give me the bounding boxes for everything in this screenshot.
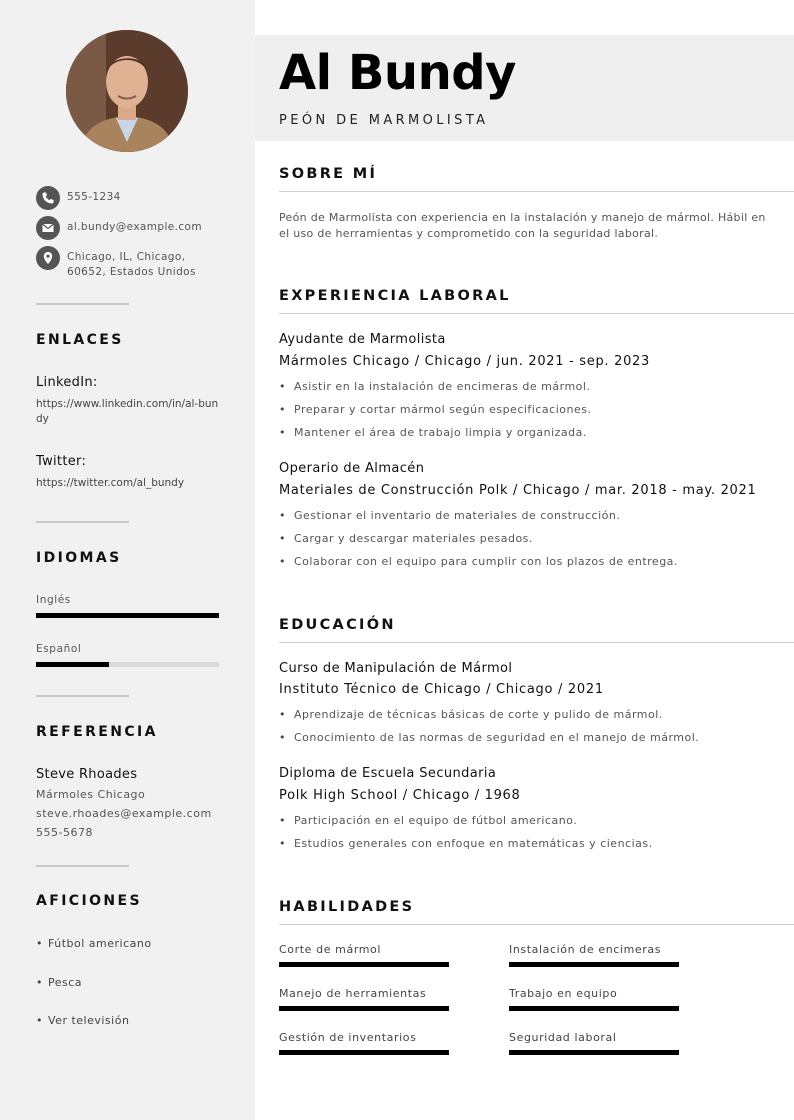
about-text: Peón de Marmolista con experiencia en la instalación y manejo de mármol. Hábil en el uso de herramientas y comprometido con la seguridad laboral. xyxy=(279,211,766,240)
contact-email xyxy=(36,216,217,240)
envelope-icon xyxy=(36,216,60,240)
reference-name: Steve Rhoades xyxy=(36,767,138,782)
divider xyxy=(36,695,129,697)
skill-level-fill xyxy=(509,1050,679,1055)
contact-address xyxy=(36,246,217,280)
bullet-text: Preparar y cortar mármol según especificaciones. xyxy=(294,403,592,416)
job-title: Operario de Almacén xyxy=(279,461,425,476)
experience-heading: EXPERIENCIA LABORAL xyxy=(279,288,511,304)
education-bullet: • Conocimiento de las normas de seguridad en el manejo de mármol. xyxy=(279,731,700,744)
skill-level-bar xyxy=(509,1050,679,1055)
header xyxy=(255,35,794,141)
language-level-fill xyxy=(36,613,219,618)
education-title: Curso de Manipulación de Mármol xyxy=(279,661,513,676)
job-bullet: • Gestionar el inventario de materiales de construcción. xyxy=(279,509,621,522)
email-text: al.bundy@example.com xyxy=(67,221,202,233)
divider xyxy=(36,521,129,523)
main-content xyxy=(255,0,794,1120)
hobby-item: • Pesca xyxy=(36,976,83,989)
job-subtitle: Materiales de Construcción Polk / Chicago / mar. 2018 - may. 2021 xyxy=(279,483,757,498)
skill-label: Manejo de herramientas xyxy=(279,987,427,1000)
bullet-text: Mantener el área de trabajo limpia y organizada. xyxy=(294,426,587,439)
job-bullet: • Colaborar con el equipo para cumplir con los plazos de entrega. xyxy=(279,555,678,568)
language-level-bar xyxy=(36,613,219,618)
education-bullet: • Estudios generales con enfoque en matemáticas y ciencias. xyxy=(279,837,653,850)
bullet-text: Conocimiento de las normas de seguridad en el manejo de mármol. xyxy=(294,731,700,744)
education-title: Diploma de Escuela Secundaria xyxy=(279,766,497,781)
location-pin-icon xyxy=(36,246,60,270)
language-level-bar xyxy=(36,662,219,667)
skill-label: Gestión de inventarios xyxy=(279,1031,417,1044)
phone-icon xyxy=(36,186,60,210)
phone-text: 555-1234 xyxy=(67,191,121,203)
bullet-text: Asistir en la instalación de encimeras de mármol. xyxy=(294,380,591,393)
skill-level-fill xyxy=(509,962,679,967)
job-bullet: • Asistir en la instalación de encimeras de mármol. xyxy=(279,380,591,393)
twitter-label: Twitter: xyxy=(36,454,87,469)
job-bullet: • Mantener el área de trabajo limpia y organizada. xyxy=(279,426,587,439)
divider xyxy=(36,303,129,305)
skill-level-fill xyxy=(509,1006,679,1011)
hobby-label: Fútbol americano xyxy=(48,937,152,950)
skill-label: Seguridad laboral xyxy=(509,1031,617,1044)
section-rule xyxy=(279,313,794,314)
hobby-label: Pesca xyxy=(48,976,83,989)
bullet-text: Aprendizaje de técnicas básicas de corte y pulido de mármol. xyxy=(294,708,663,721)
section-rule xyxy=(279,924,794,925)
skill-level-bar xyxy=(509,962,679,967)
about-heading: SOBRE MÍ xyxy=(279,166,378,182)
job-bullet: • Preparar y cortar mármol según especificaciones. xyxy=(279,403,592,416)
reference-phone: 555-5678 xyxy=(36,826,93,839)
education-bullet: • Participación en el equipo de fútbol americano. xyxy=(279,814,578,827)
linkedin-link[interactable]: https://www.linkedin.com/in/al-bundy xyxy=(36,398,219,425)
bullet-text: Colaborar con el equipo para cumplir con los plazos de entrega. xyxy=(294,555,678,568)
education-subtitle: Polk High School / Chicago / 1968 xyxy=(279,788,521,803)
job-role: PEÓN DE MARMOLISTA xyxy=(279,113,489,128)
skill-level-fill xyxy=(279,962,449,967)
job-subtitle: Mármoles Chicago / Chicago / jun. 2021 - sep. 2023 xyxy=(279,354,650,369)
skill-level-fill xyxy=(279,1006,449,1011)
reference-company: Mármoles Chicago xyxy=(36,788,146,801)
links-heading: ENLACES xyxy=(36,332,124,348)
education-heading: EDUCACIÓN xyxy=(279,617,396,633)
language-label: Inglés xyxy=(36,594,71,606)
contact-phone xyxy=(36,186,217,210)
bullet-text: Estudios generales con enfoque en matemáticas y ciencias. xyxy=(294,837,653,850)
reference-email: steve.rhoades@example.com xyxy=(36,807,212,820)
bullet-text: Gestionar el inventario de materiales de construcción. xyxy=(294,509,621,522)
job-bullet: • Cargar y descargar materiales pesados. xyxy=(279,532,533,545)
hobby-item: • Ver televisión xyxy=(36,1014,130,1027)
person-name: Al Bundy xyxy=(279,45,516,101)
skill-level-bar xyxy=(279,962,449,967)
bullet-text: Participación en el equipo de fútbol americano. xyxy=(294,814,578,827)
education-bullet: • Aprendizaje de técnicas básicas de corte y pulido de mármol. xyxy=(279,708,663,721)
sidebar xyxy=(0,0,255,1120)
language-level-fill xyxy=(36,662,109,667)
linkedin-label: LinkedIn: xyxy=(36,375,98,390)
skill-level-bar xyxy=(279,1006,449,1011)
job-title: Ayudante de Marmolista xyxy=(279,332,446,347)
languages-heading: IDIOMAS xyxy=(36,550,122,566)
hobby-item: • Fútbol americano xyxy=(36,937,152,950)
skill-label: Trabajo en equipo xyxy=(509,987,618,1000)
skill-level-fill xyxy=(279,1050,449,1055)
divider xyxy=(36,865,129,867)
bullet-text: Cargar y descargar materiales pesados. xyxy=(294,532,533,545)
hobbies-heading: AFICIONES xyxy=(36,893,142,909)
skills-heading: HABILIDADES xyxy=(279,899,415,915)
education-subtitle: Instituto Técnico de Chicago / Chicago / 2021 xyxy=(279,682,604,697)
address-text: Chicago, IL, Chicago, 60652, Estados Unidos xyxy=(67,251,196,278)
section-rule xyxy=(279,642,794,643)
skill-label: Instalación de encimeras xyxy=(509,943,662,956)
section-rule xyxy=(279,191,794,192)
language-label: Español xyxy=(36,643,82,655)
reference-heading: REFERENCIA xyxy=(36,724,158,740)
skill-label: Corte de mármol xyxy=(279,943,382,956)
hobby-label: Ver televisión xyxy=(48,1014,130,1027)
profile-photo xyxy=(66,30,188,152)
twitter-link[interactable]: https://twitter.com/al_bundy xyxy=(36,477,185,489)
skill-level-bar xyxy=(279,1050,449,1055)
skill-level-bar xyxy=(509,1006,679,1011)
